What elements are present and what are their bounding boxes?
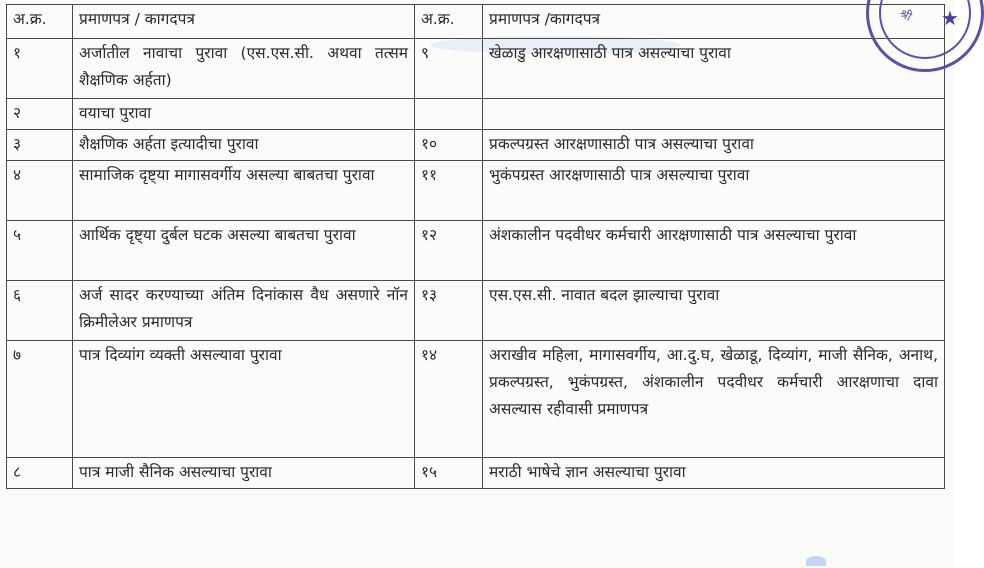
document-cell bbox=[483, 99, 945, 130]
table-row bbox=[7, 99, 945, 130]
table-row bbox=[7, 281, 945, 341]
table-row bbox=[7, 341, 945, 458]
header-serial-2: अ.क्र. bbox=[415, 5, 483, 39]
serial-cell: ८ bbox=[7, 458, 73, 489]
document-cell: खेळाडु आरक्षणासाठी पात्र असल्याचा पुरावा bbox=[483, 39, 945, 99]
document-cell: पात्र माजी सैनिक असल्याचा पुरावा bbox=[73, 458, 415, 489]
seal-text: श्री bbox=[897, 6, 914, 24]
header-document-2: प्रमाणपत्र /कागदपत्र bbox=[483, 5, 945, 39]
serial-cell: ५ bbox=[7, 221, 73, 281]
document-cell: वयाचा पुरावा bbox=[73, 99, 415, 130]
serial-cell: १२ bbox=[415, 221, 483, 281]
table-row bbox=[7, 130, 945, 161]
serial-cell: २ bbox=[7, 99, 73, 130]
document-cell: एस.एस.सी. नावात बदल झाल्याचा पुरावा bbox=[483, 281, 945, 341]
serial-cell: ४ bbox=[7, 161, 73, 221]
serial-cell bbox=[415, 99, 483, 130]
document-cell: अराखीव महिला, मागासवर्गीय, आ.दु.घ, खेळाडू, दिव्यांग, माजी सैनिक, अनाथ, प्रकल्पग्रस्त, भुकंपग्रस्त, अंशकालीन पदवीधर कर्मचारी आरक्षणाचा दावा असल्यास रहीवासी प्रमाणपत्र bbox=[483, 341, 945, 458]
stamp-fragment bbox=[806, 556, 826, 566]
serial-cell: १५ bbox=[415, 458, 483, 489]
serial-cell: ६ bbox=[7, 281, 73, 341]
document-cell: अर्ज सादर करण्याच्या अंतिम दिनांकास वैध असणारे नॉन क्रिमीलेअर प्रमाणपत्र bbox=[73, 281, 415, 341]
document-cell: अर्जातील नावाचा पुरावा (एस.एस.सी. अथवा तत्सम शैक्षणिक अर्हता) bbox=[73, 39, 415, 99]
documents-table bbox=[6, 4, 945, 489]
document-cell: शैक्षणिक अर्हता इत्यादीचा पुरावा bbox=[73, 130, 415, 161]
serial-cell: ९ bbox=[415, 39, 483, 99]
serial-cell: १० bbox=[415, 130, 483, 161]
serial-cell: ७ bbox=[7, 341, 73, 458]
table-row bbox=[7, 39, 945, 99]
document-cell: आर्थिक दृष्ट्या दुर्बल घटक असल्या बाबतचा पुरावा bbox=[73, 221, 415, 281]
header-document-1: प्रमाणपत्र / कागदपत्र bbox=[73, 5, 415, 39]
document-cell: पात्र दिव्यांग व्यक्ती असल्यावा पुरावा bbox=[73, 341, 415, 458]
serial-cell: ११ bbox=[415, 161, 483, 221]
table-header-row bbox=[7, 5, 945, 39]
document-cell: प्रकल्पग्रस्त आरक्षणासाठी पात्र असल्याचा पुरावा bbox=[483, 130, 945, 161]
document-cell: अंशकालीन पदवीधर कर्मचारी आरक्षणासाठी पात्र असल्याचा पुरावा bbox=[483, 221, 945, 281]
document-cell: मराठी भाषेचे ज्ञान असल्याचा पुरावा bbox=[483, 458, 945, 489]
serial-cell: १४ bbox=[415, 341, 483, 458]
serial-cell: १३ bbox=[415, 281, 483, 341]
seal-star-icon: ★ bbox=[941, 6, 959, 30]
table-row bbox=[7, 161, 945, 221]
table-row bbox=[7, 221, 945, 281]
serial-cell: ३ bbox=[7, 130, 73, 161]
serial-cell: १ bbox=[7, 39, 73, 99]
document-cell: भुकंपग्रस्त आरक्षणासाठी पात्र असल्याचा पुरावा bbox=[483, 161, 945, 221]
table-row bbox=[7, 458, 945, 489]
document-cell: सामाजिक दृष्ट्या मागासवर्गीय असल्या बाबतचा पुरावा bbox=[73, 161, 415, 221]
header-serial-1: अ.क्र. bbox=[7, 5, 73, 39]
